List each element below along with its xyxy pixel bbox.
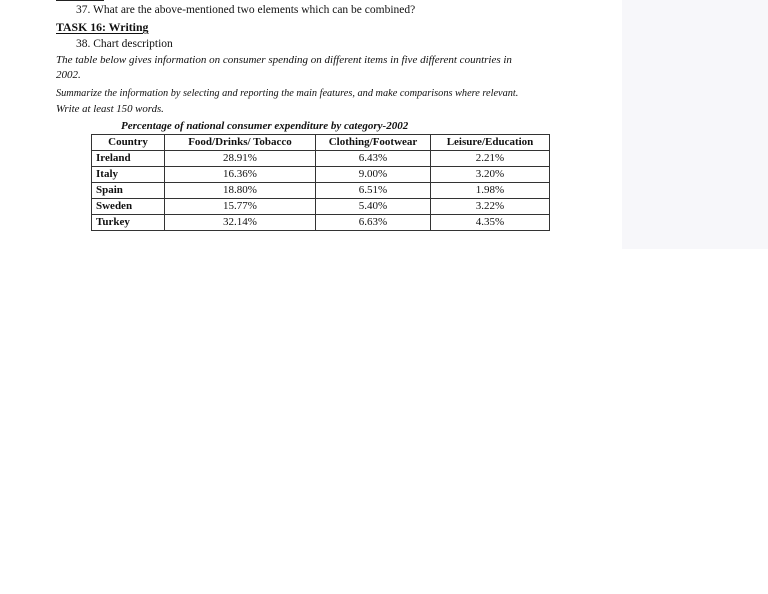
column-header-leisure: Leisure/Education bbox=[431, 135, 550, 151]
country-cell: Italy bbox=[92, 167, 165, 183]
food-value-cell: 28.91% bbox=[165, 151, 316, 167]
question-37: 37. What are the above-mentioned two elements which can be combined? bbox=[76, 4, 416, 16]
leisure-value-cell: 3.22% bbox=[431, 199, 550, 215]
food-value-cell: 15.77% bbox=[165, 199, 316, 215]
table-row bbox=[92, 167, 550, 183]
prompt-text-line-3: Summarize the information by selecting and reporting the main features, and make comparisons where relevant. bbox=[56, 88, 519, 99]
table-row bbox=[92, 199, 550, 215]
clothing-value-cell: 5.40% bbox=[316, 199, 431, 215]
country-cell: Sweden bbox=[92, 199, 165, 215]
table-row bbox=[92, 215, 550, 231]
column-header-country: Country bbox=[92, 135, 165, 151]
table-title: Percentage of national consumer expenditure by category-2002 bbox=[121, 120, 409, 132]
clothing-value-cell: 6.43% bbox=[316, 151, 431, 167]
clothing-value-cell: 9.00% bbox=[316, 167, 431, 183]
leisure-value-cell: 4.35% bbox=[431, 215, 550, 231]
leisure-value-cell: 1.98% bbox=[431, 183, 550, 199]
table-row bbox=[92, 183, 550, 199]
prompt-text-line-1: The table below gives information on consumer spending on different items in five different countries in bbox=[56, 54, 512, 66]
prompt-text-line-4: Write at least 150 words. bbox=[56, 103, 164, 115]
clothing-value-cell: 6.51% bbox=[316, 183, 431, 199]
leisure-value-cell: 3.20% bbox=[431, 167, 550, 183]
leisure-value-cell: 2.21% bbox=[431, 151, 550, 167]
food-value-cell: 16.36% bbox=[165, 167, 316, 183]
expenditure-table bbox=[91, 134, 550, 231]
food-value-cell: 18.80% bbox=[165, 183, 316, 199]
country-cell: Turkey bbox=[92, 215, 165, 231]
country-cell: Ireland bbox=[92, 151, 165, 167]
task-heading: TASK 16: Writing bbox=[56, 20, 149, 34]
question-38: 38. Chart description bbox=[76, 38, 173, 50]
column-header-clothing: Clothing/Footwear bbox=[316, 135, 431, 151]
country-cell: Spain bbox=[92, 183, 165, 199]
food-value-cell: 32.14% bbox=[165, 215, 316, 231]
document-body bbox=[0, 0, 622, 249]
prompt-text-line-2: 2002. bbox=[56, 69, 81, 81]
table-row bbox=[92, 151, 550, 167]
clothing-value-cell: 6.63% bbox=[316, 215, 431, 231]
table-header-row bbox=[92, 135, 550, 151]
column-header-food: Food/Drinks/ Tobacco bbox=[165, 135, 316, 151]
